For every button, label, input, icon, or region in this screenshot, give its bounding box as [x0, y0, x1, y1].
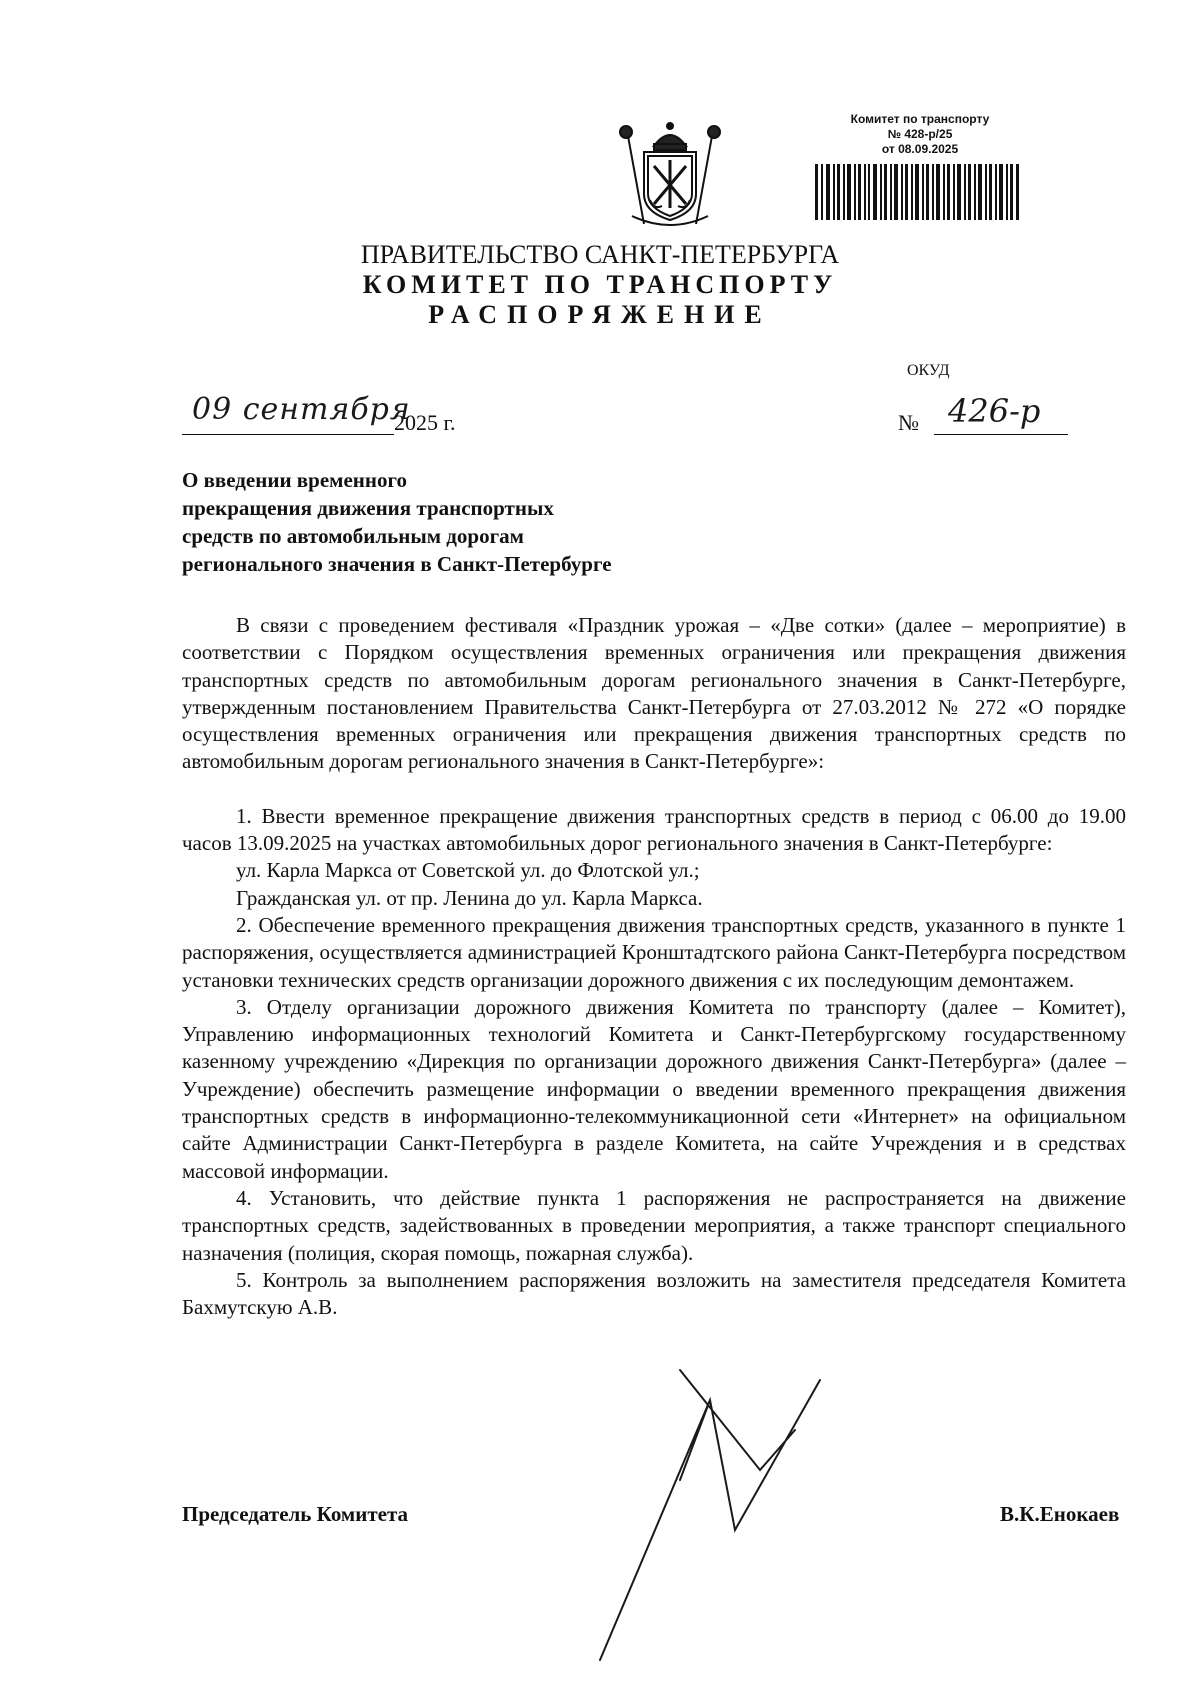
point-4: 4. Установить, что действие пункта 1 распоряжения не распространяется на движение транспортных средств, задействованных в проведении мероприятия, а также транспорт специального назначения (полиция, скорая помощь, пожарная служба). [182, 1185, 1126, 1265]
document-body [182, 612, 1126, 1321]
barcode [815, 164, 1020, 220]
point-1: 1. Ввести временное прекращение движения транспортных средств в период с 06.00 до 19.00 часов 13.09.2025 на участках автомобильных дорог регионального значения в Санкт-Петербурге: [182, 803, 1126, 856]
subject-line: регионального значения в Санкт-Петербурге [182, 552, 612, 576]
stamp-date: от 08.09.2025 [881, 142, 959, 156]
subject-line: О введении временного [182, 468, 407, 492]
signatory-name: В.К.Енокаев [1000, 1502, 1120, 1526]
coat-of-arms-emblem [610, 116, 730, 230]
registration-stamp [820, 112, 1020, 157]
document-type: РАСПОРЯЖЕНИЕ [428, 300, 772, 329]
point-1-street: Гражданская ул. от пр. Ленина до ул. Карла Маркса. [236, 885, 703, 910]
committee-title: КОМИТЕТ ПО ТРАНСПОРТУ [362, 270, 838, 299]
point-5: 5. Контроль за выполнением распоряжения возложить на заместителя председателя Комитета Бахмутскую А.В. [182, 1267, 1126, 1320]
date-year: 2025 г. [394, 410, 456, 435]
subject-line: средств по автомобильным дорогам [182, 524, 524, 548]
subject-line: прекращения движения транспортных [182, 496, 554, 520]
number-label: № [898, 410, 919, 435]
preamble-paragraph: В связи с проведением фестиваля «Праздник урожая – «Две сотки» (далее – мероприятие) в соответствии с Порядком осуществления временных ограничения или прекращения движения транспортных средств по автомобильным дорогам регионального значения в Санкт-Петербурге, утвержденным постановлением Правительства Санкт-Петербурга от 27.03.2012 № 272 «О порядке осуществления временных ограничения или прекращения движения транспортных средств по автомобильным дорогам регионального значения в Санкт-Петербурге»: [182, 613, 1126, 774]
signatory-position: Председатель Комитета [182, 1502, 409, 1526]
point-2: 2. Обеспечение временного прекращения движения транспортных средств, указанного в пункте 1 распоряжения, осуществляется администрацией Кронштадтского района Санкт-Петербурга посредством установки технических средств организации дорожного движения с их последующим демонтажем. [182, 912, 1126, 992]
handwritten-signature [560, 1340, 860, 1670]
okud-label: ОКУД [907, 362, 950, 379]
stamp-line-1: Комитет по транспорту [850, 112, 990, 126]
handwritten-date: 09 сентября [192, 392, 411, 427]
document-subject [182, 466, 702, 578]
stamp-number: № 428-р/25 [887, 127, 953, 141]
point-3: 3. Отделу организации дорожного движения Комитета по транспорту (далее – Комитет), Управлению информационных технологий Комитета и Санкт-Петербургскому государственному казенному учреждению «Дирекция по организации дорожного движения Санкт-Петербурга» (далее – Учреждение) обеспечить размещение информации о введении временного прекращения движения транспортных средств в информационно-телекоммуникационной сети «Интернет» на официальном сайте Администрации Санкт-Петербурга в разделе Комитета, на сайте Учреждения и в средствах массовой информации. [182, 994, 1126, 1183]
government-title: ПРАВИТЕЛЬСТВО САНКТ-ПЕТЕРБУРГА [360, 240, 840, 269]
handwritten-number: 426-р [948, 392, 1041, 430]
point-1-street: ул. Карла Маркса от Советской ул. до Флотской ул.; [236, 858, 700, 883]
